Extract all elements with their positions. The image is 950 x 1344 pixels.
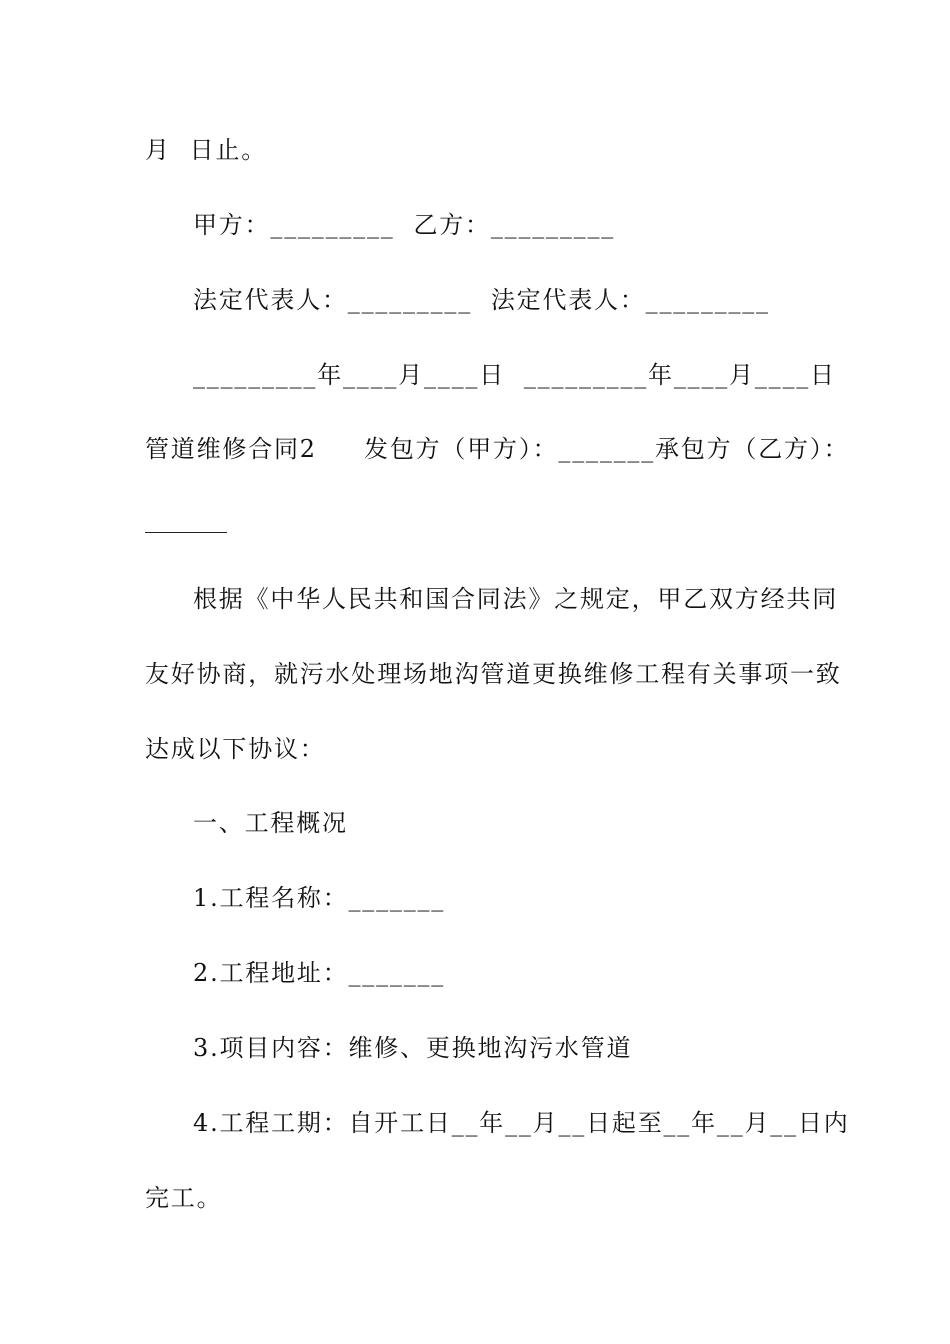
legal-representative-line: 法定代表人：_________ 法定代表人：_________ (193, 286, 770, 314)
item-project-content: 3.项目内容：维修、更换地沟污水管道 (193, 1034, 633, 1062)
paragraph-line-3: 达成以下协议： (145, 735, 326, 763)
signature-parties-line: 甲方：_________ 乙方：_________ (193, 211, 616, 239)
section-heading: 一、工程概况 (193, 809, 348, 837)
paragraph-line-1: 根据《中华人民共和国合同法》之规定，甲乙双方经共同 (193, 585, 838, 613)
contract-heading-line: 管道维修合同2 发包方（甲方）：_______承包方（乙方）： (145, 435, 850, 463)
item-project-name: 1.工程名称：_______ (193, 884, 446, 912)
item-project-period-end: 完工。 (145, 1184, 223, 1212)
item-project-period: 4.工程工期：自开工日__年__月__日起至__年__月__日内 (193, 1109, 850, 1137)
text-line-1: 月 日止。 (145, 136, 268, 164)
signing-date-line: _________年____月____日 _________年____月____日 (193, 361, 836, 389)
blank-underline (145, 532, 227, 533)
item-project-address: 2.工程地址：_______ (193, 959, 446, 987)
paragraph-line-2: 友好协商，就污水处理场地沟管道更换维修工程有关事项一致 (145, 660, 842, 688)
